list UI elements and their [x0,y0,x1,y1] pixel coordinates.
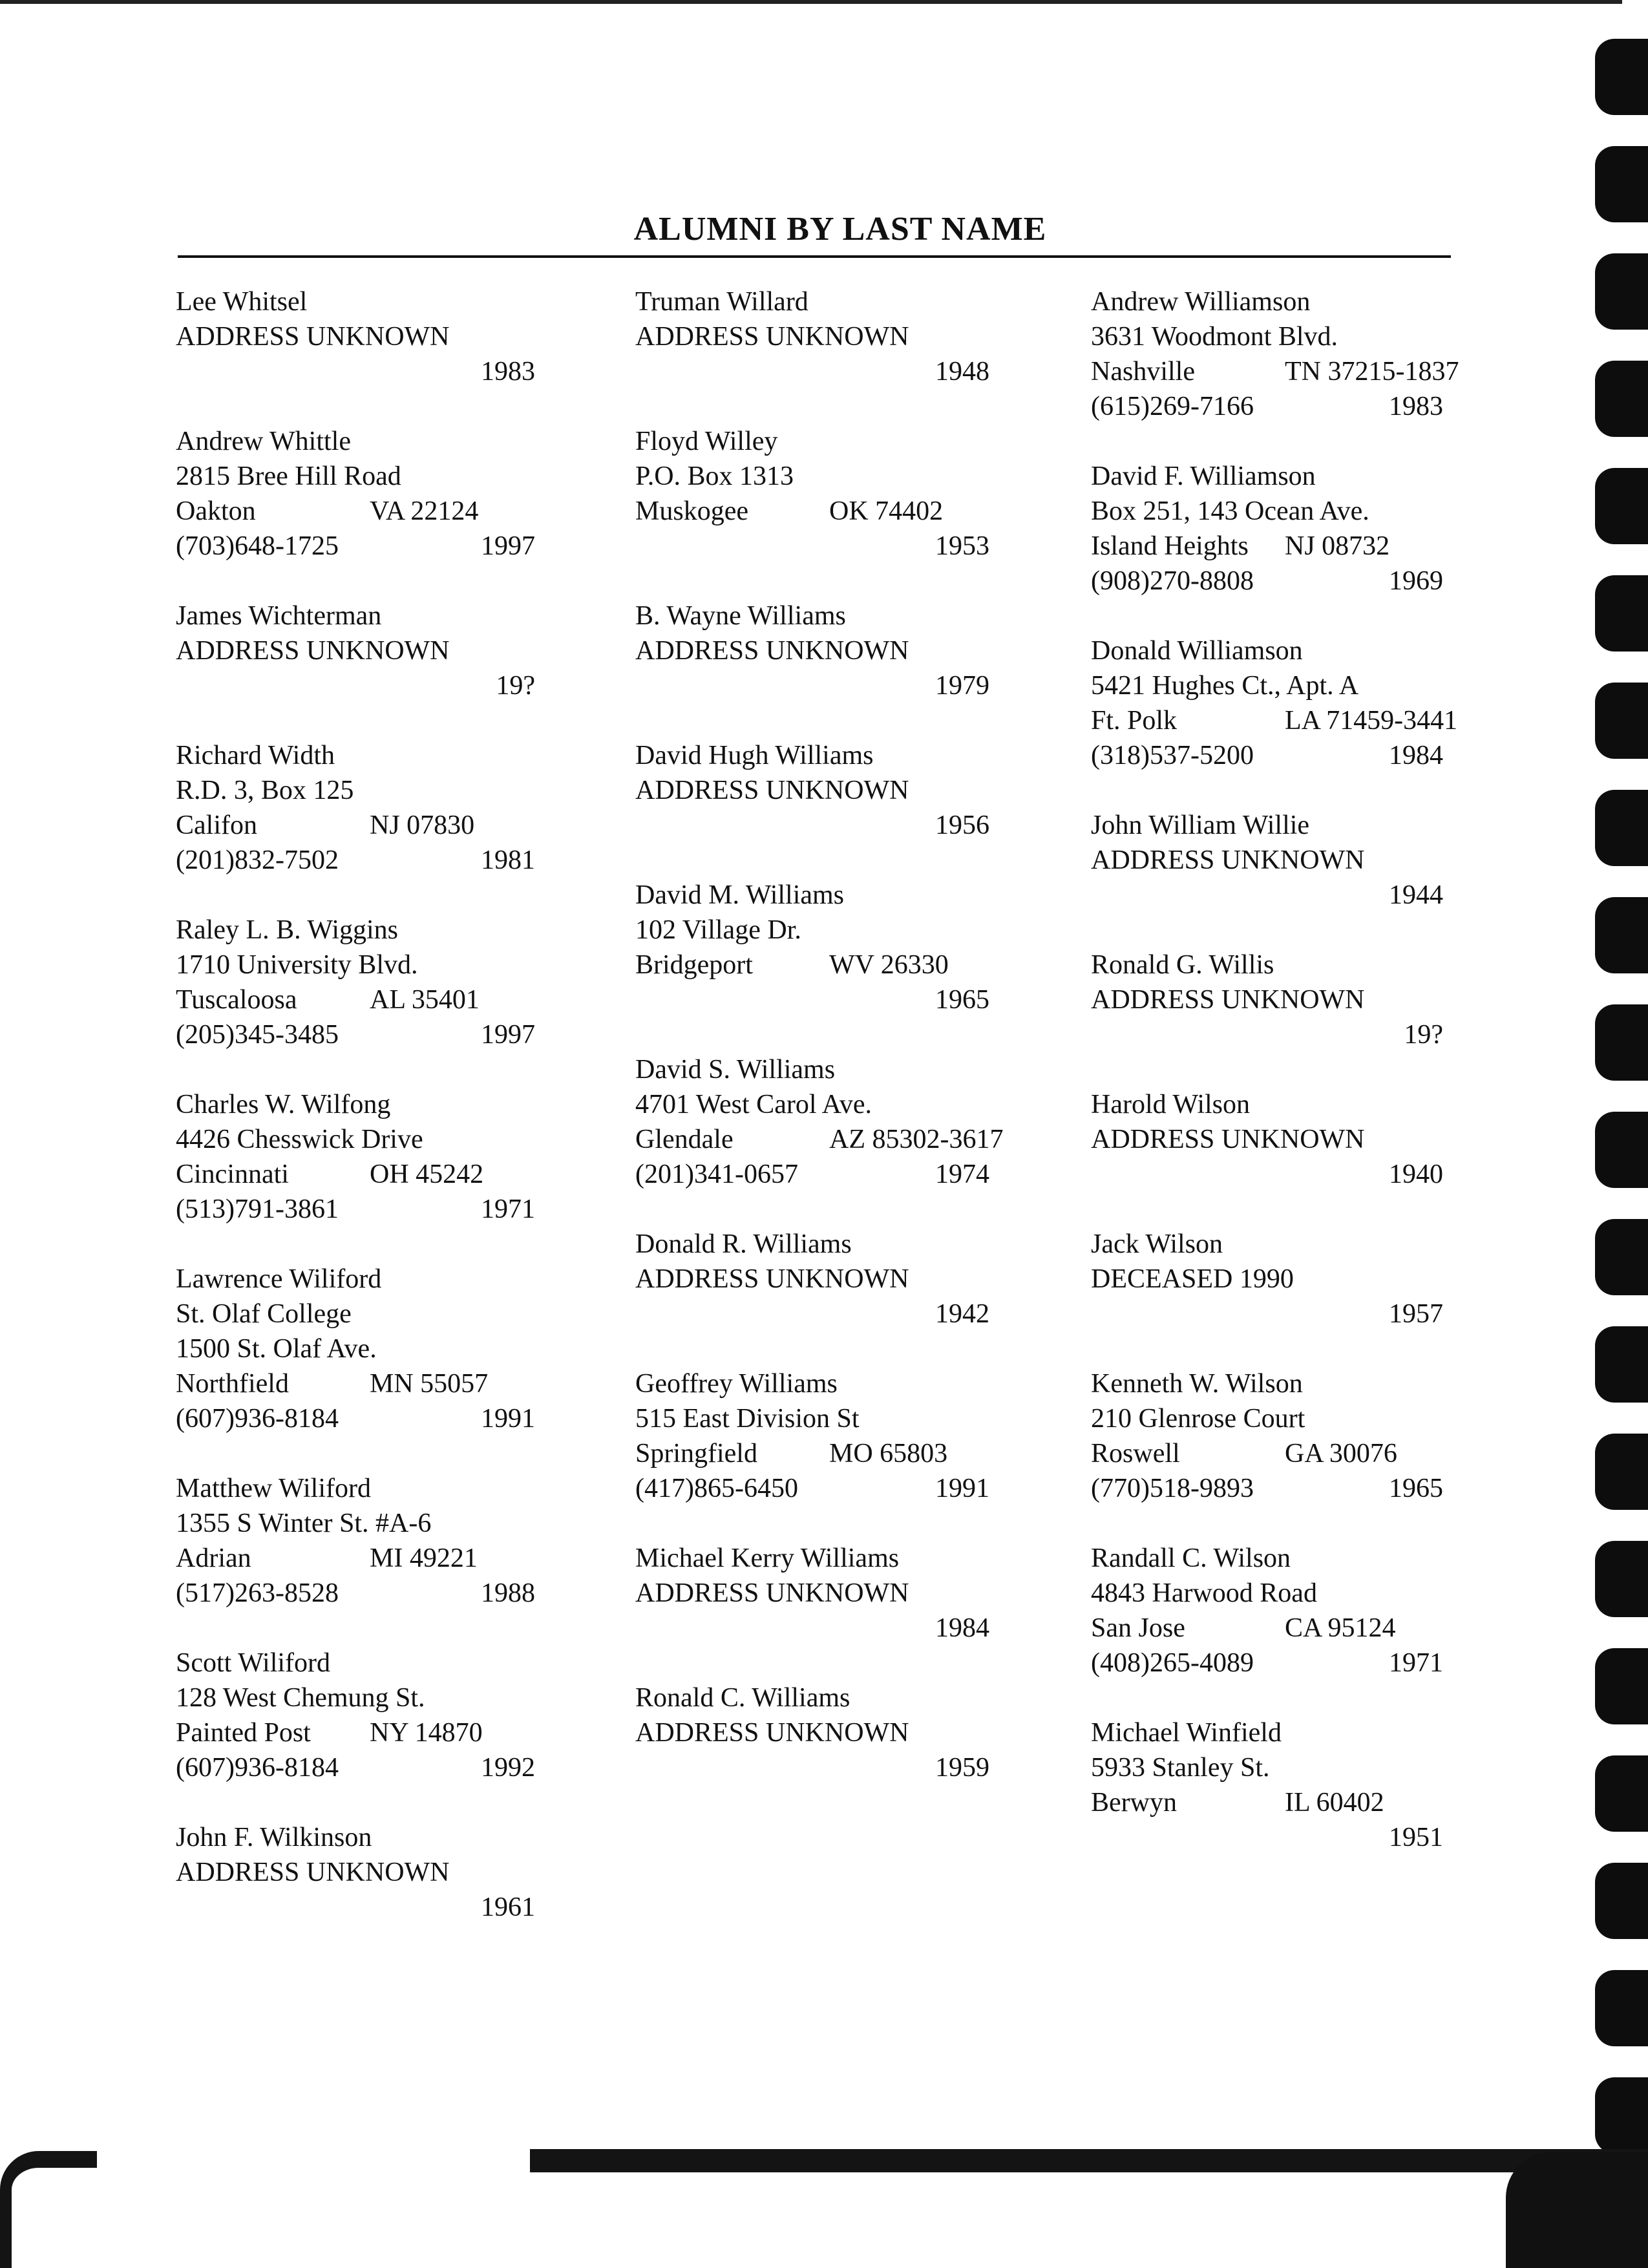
alumni-address-line: R.D. 3, Box 125 [176,776,354,805]
alumni-entry [176,424,538,564]
alumni-address-line: 5421 Hughes Ct., Apt. A [1091,671,1359,701]
alumni-phone-year-row [1091,389,1443,424]
alumni-state-zip: TN 37215-1837 [1285,357,1459,387]
alumni-name: B. Wayne Williams [635,601,846,631]
alumni-phone: (205)345-3485 [176,1020,339,1050]
alumni-state-zip: OH 45242 [370,1160,484,1189]
alumni-city: Glendale [635,1125,734,1154]
alumni-phone: (517)263-8528 [176,1578,339,1608]
alumni-address-line: ADDRESS UNKNOWN [1091,1125,1365,1154]
alumni-address-line: ADDRESS UNKNOWN [635,776,909,805]
alumni-phone-year-row [1091,1646,1443,1680]
alumni-address-line: 5933 Stanley St. [1091,1753,1270,1783]
alumni-entry [1091,1715,1479,1855]
alumni-address-line: DECEASED 1990 [1091,1264,1294,1294]
alumni-name: John William Willie [1091,811,1310,840]
alumni-entry [1091,633,1479,773]
alumni-state-zip: IL 60402 [1285,1788,1384,1818]
alumni-state-zip: AL 35401 [370,985,480,1015]
alumni-name: Donald R. Williams [635,1229,852,1259]
alumni-city: Tuscaloosa [176,985,297,1015]
alumni-name: Geoffrey Williams [635,1369,838,1399]
alumni-city: Northfield [176,1369,289,1399]
alumni-entry [635,878,1023,1017]
alumni-city-row [1091,1611,1479,1646]
alumni-entry [635,599,1023,703]
binding-hole [1595,683,1648,759]
alumni-class-year: 1992 [481,1753,535,1783]
alumni-address-line: 1710 University Blvd. [176,950,418,980]
alumni-name: Randall C. Wilson [1091,1543,1291,1573]
alumni-city: Painted Post [176,1718,311,1748]
alumni-state-zip: AZ 85302-3617 [829,1125,1004,1154]
alumni-city: Cincinnati [176,1160,289,1189]
alumni-class-year: 1979 [935,671,989,701]
alumni-phone: (417)865-6450 [635,1474,798,1503]
alumni-phone-year-row [635,1471,989,1506]
column-1 [176,284,538,1960]
alumni-entry [1091,1087,1479,1192]
alumni-address-line: 128 West Chemung St. [176,1683,425,1713]
alumni-class-year: 1948 [935,357,989,387]
alumni-phone: (408)265-4089 [1091,1648,1254,1678]
alumni-phone-year-row [1091,564,1443,599]
alumni-address-line: ADDRESS UNKNOWN [1091,985,1365,1015]
binding-hole [1595,1755,1648,1832]
binding-hole [1595,1004,1648,1081]
alumni-class-year: 1971 [1389,1648,1443,1678]
alumni-phone-year-row [176,843,535,878]
alumni-city-row [635,494,1023,529]
alumni-address-line: ADDRESS UNKNOWN [176,1858,450,1887]
alumni-phone-year-row [1091,1471,1443,1506]
alumni-city-row [1091,354,1479,389]
alumni-entry [635,284,1023,389]
alumni-address-line: ADDRESS UNKNOWN [635,636,909,666]
alumni-entry [1091,948,1479,1052]
alumni-class-year: 1956 [935,811,989,840]
alumni-name: Floyd Willey [635,427,778,456]
alumni-entry [635,1366,1023,1506]
alumni-city: Bridgeport [635,950,753,980]
alumni-city-row [635,1122,1023,1157]
alumni-phone: (770)518-9893 [1091,1474,1254,1503]
alumni-state-zip: NJ 08732 [1285,531,1390,561]
alumni-city-row [176,1715,538,1750]
alumni-phone-year-row [176,529,535,564]
alumni-name: Charles W. Wilfong [176,1090,391,1119]
alumni-class-year: 1961 [481,1892,535,1922]
alumni-name: Jack Wilson [1091,1229,1223,1259]
alumni-city-row [1091,1436,1479,1471]
scan-top-edge [0,0,1622,4]
alumni-city-row [1091,1785,1479,1820]
alumni-city: Muskogee [635,496,748,526]
alumni-class-year: 1981 [481,845,535,875]
alumni-name: James Wichterman [176,601,382,631]
alumni-phone: (703)648-1725 [176,531,339,561]
alumni-class-year: 1971 [481,1194,535,1224]
alumni-phone-year-row [176,1576,535,1611]
alumni-class-year: 1991 [935,1474,989,1503]
alumni-phone: (513)791-3861 [176,1194,339,1224]
alumni-name: Michael Kerry Williams [635,1543,900,1573]
alumni-entry [635,1541,1023,1646]
binding-hole [1595,361,1648,437]
alumni-address-line: 1355 S Winter St. #A-6 [176,1509,432,1538]
alumni-state-zip: NJ 07830 [370,811,475,840]
alumni-state-zip: MO 65803 [829,1439,948,1468]
binding-hole [1595,1648,1648,1724]
alumni-phone: (201)341-0657 [635,1160,798,1189]
alumni-name: Donald Williamson [1091,636,1303,666]
alumni-class-year: 1957 [1389,1299,1443,1329]
alumni-class-year: 1991 [481,1404,535,1434]
alumni-class-year: 1959 [935,1753,989,1783]
alumni-phone: (607)936-8184 [176,1404,339,1434]
binding-hole [1595,39,1648,115]
alumni-entry [176,1820,538,1925]
alumni-address-line: ADDRESS UNKNOWN [635,1264,909,1294]
alumni-entry [635,424,1023,564]
alumni-address-line: 4701 West Carol Ave. [635,1090,872,1119]
alumni-entry [176,599,538,703]
alumni-name: Truman Willard [635,287,808,317]
alumni-class-year: 19? [496,671,535,701]
alumni-state-zip: MI 49221 [370,1543,478,1573]
binding-hole [1595,1326,1648,1403]
alumni-class-year: 19? [1404,1020,1443,1050]
alumni-phone-year-row [176,1401,535,1436]
binding-hole [1595,2077,1648,2154]
alumni-city-row [1091,529,1479,564]
alumni-class-year: 1988 [481,1578,535,1608]
alumni-phone: (908)270-8808 [1091,566,1254,596]
alumni-city-row [176,808,538,843]
alumni-address-line: 1500 St. Olaf Ave. [176,1334,377,1364]
binding-hole [1595,897,1648,973]
alumni-address-line: ADDRESS UNKNOWN [635,1578,909,1608]
binding-hole [1595,1112,1648,1188]
alumni-class-year: 1984 [935,1613,989,1643]
alumni-city-row [176,1157,538,1192]
binding-hole [1595,1541,1648,1617]
alumni-city-row [635,948,1023,982]
alumni-phone-year-row [635,1157,989,1192]
alumni-city-row [176,1366,538,1401]
column-3 [1091,284,1479,1890]
alumni-phone: (615)269-7166 [1091,392,1254,421]
alumni-city: Adrian [176,1543,251,1573]
alumni-entry [1091,808,1479,913]
alumni-state-zip: CA 95124 [1285,1613,1396,1643]
alumni-entry [635,1052,1023,1192]
alumni-class-year: 1997 [481,531,535,561]
alumni-name: David F. Williamson [1091,461,1316,491]
alumni-entry [1091,1366,1479,1506]
alumni-state-zip: OK 74402 [829,496,944,526]
alumni-state-zip: WV 26330 [829,950,949,980]
alumni-name: Andrew Williamson [1091,287,1311,317]
alumni-class-year: 1944 [1389,880,1443,910]
alumni-phone-year-row [176,1017,535,1052]
alumni-state-zip: GA 30076 [1285,1439,1397,1468]
spiral-binding [1577,39,1648,2198]
alumni-city: Berwyn [1091,1788,1177,1818]
alumni-entry [176,738,538,878]
alumni-state-zip: NY 14870 [370,1718,483,1748]
alumni-city: San Jose [1091,1613,1185,1643]
title-underline [178,255,1451,258]
alumni-name: John F. Wilkinson [176,1823,372,1852]
alumni-address-line: 4426 Chesswick Drive [176,1125,423,1154]
alumni-address-line: 2815 Bree Hill Road [176,461,401,491]
alumni-state-zip: VA 22124 [370,496,479,526]
alumni-entry [176,913,538,1052]
alumni-phone: (318)537-5200 [1091,741,1254,770]
alumni-city: Springfield [635,1439,757,1468]
alumni-entry [1091,1541,1479,1680]
alumni-city-row [176,1541,538,1576]
alumni-entry [635,1680,1023,1785]
alumni-address-line: 210 Glenrose Court [1091,1404,1305,1434]
binding-hole [1595,1970,1648,2046]
alumni-state-zip: LA 71459-3441 [1285,706,1458,736]
alumni-class-year: 1974 [935,1160,989,1189]
alumni-name: Richard Width [176,741,335,770]
alumni-class-year: 1983 [481,357,535,387]
alumni-name: Harold Wilson [1091,1090,1251,1119]
binding-hole [1595,1863,1648,1939]
alumni-name: David S. Williams [635,1055,836,1085]
alumni-phone-year-row [176,1192,535,1227]
scan-bottom-right-corner [1506,2152,1648,2268]
binding-hole [1595,1219,1648,1295]
alumni-name: Kenneth W. Wilson [1091,1369,1303,1399]
alumni-city-row [176,494,538,529]
alumni-name: Andrew Whittle [176,427,351,456]
alumni-city: Roswell [1091,1439,1180,1468]
alumni-city: Oakton [176,496,256,526]
column-2 [635,284,1023,1820]
alumni-city-row [1091,703,1479,738]
alumni-address-line: 4843 Harwood Road [1091,1578,1317,1608]
alumni-entry [176,1262,538,1436]
alumni-phone: (607)936-8184 [176,1753,339,1783]
alumni-name: Lee Whitsel [176,287,308,317]
alumni-address-line: Box 251, 143 Ocean Ave. [1091,496,1369,526]
alumni-entry [176,1471,538,1611]
binding-hole [1595,1434,1648,1510]
alumni-name: Scott Wiliford [176,1648,331,1678]
alumni-entry [176,284,538,389]
alumni-phone: (201)832-7502 [176,845,339,875]
alumni-class-year: 1953 [935,531,989,561]
alumni-city: Califon [176,811,257,840]
alumni-city-row [176,982,538,1017]
alumni-class-year: 1983 [1389,392,1443,421]
alumni-entry [1091,284,1479,424]
alumni-address-line: P.O. Box 1313 [635,461,794,491]
alumni-address-line: 102 Village Dr. [635,915,801,945]
alumni-class-year: 1997 [481,1020,535,1050]
scan-bottom-edge [530,2149,1648,2172]
alumni-address-line: ADDRESS UNKNOWN [176,636,450,666]
alumni-phone-year-row [1091,738,1443,773]
alumni-address-line: ADDRESS UNKNOWN [635,1718,909,1748]
alumni-city: Island Heights [1091,531,1249,561]
alumni-address-line: ADDRESS UNKNOWN [635,322,909,352]
alumni-name: Lawrence Wiliford [176,1264,382,1294]
alumni-address-line: 3631 Woodmont Blvd. [1091,322,1338,352]
binding-hole [1595,468,1648,544]
binding-hole [1595,253,1648,330]
binding-hole [1595,575,1648,652]
alumni-class-year: 1965 [935,985,989,1015]
alumni-state-zip: MN 55057 [370,1369,489,1399]
alumni-city: Ft. Polk [1091,706,1178,736]
alumni-address-line: ADDRESS UNKNOWN [1091,845,1365,875]
alumni-entry [1091,459,1479,599]
alumni-name: Raley L. B. Wiggins [176,915,399,945]
alumni-city-row [635,1436,1023,1471]
alumni-name: Ronald C. Williams [635,1683,850,1713]
alumni-name: Michael Winfield [1091,1718,1282,1748]
alumni-entry [176,1087,538,1227]
alumni-city: Nashville [1091,357,1195,387]
alumni-name: Ronald G. Willis [1091,950,1274,980]
alumni-entry [1091,1227,1479,1331]
alumni-class-year: 1940 [1389,1160,1443,1189]
alumni-class-year: 1965 [1389,1474,1443,1503]
alumni-address-line: ADDRESS UNKNOWN [176,322,450,352]
scan-bottom-left-edge [0,2151,97,2268]
alumni-entry [176,1646,538,1785]
alumni-phone-year-row [176,1750,535,1785]
alumni-name: David M. Williams [635,880,845,910]
alumni-class-year: 1951 [1389,1823,1443,1852]
alumni-entry [635,1227,1023,1331]
page-title: ALUMNI BY LAST NAME [633,211,1047,248]
alumni-name: David Hugh Williams [635,741,874,770]
alumni-class-year: 1942 [935,1299,989,1329]
alumni-class-year: 1984 [1389,741,1443,770]
alumni-address-line: 515 East Division St [635,1404,860,1434]
alumni-name: Matthew Wiliford [176,1474,371,1503]
binding-hole [1595,790,1648,866]
alumni-address-line: St. Olaf College [176,1299,352,1329]
alumni-entry [635,738,1023,843]
alumni-class-year: 1969 [1389,566,1443,596]
